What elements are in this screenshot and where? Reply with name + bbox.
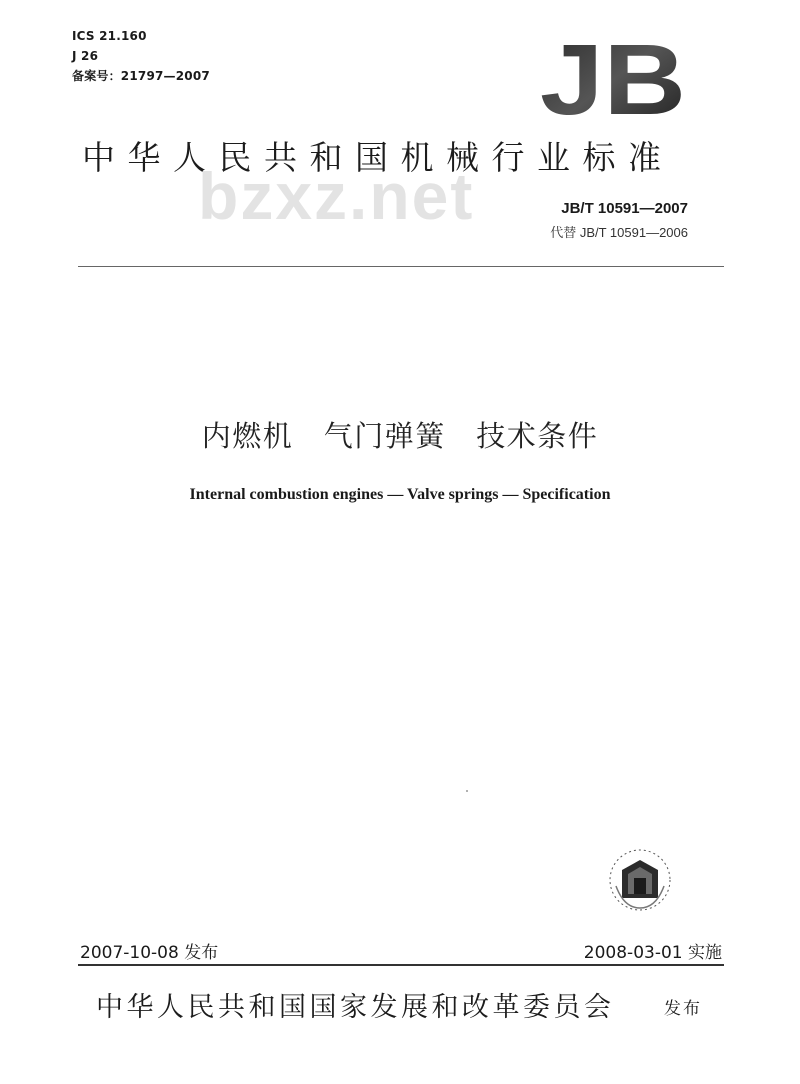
speck [466,790,468,792]
document-title-chinese: 内燃机 气门弹簧 技术条件 [201,419,599,453]
replaces-standard: 代替 JB/T 10591—2006 [550,225,688,240]
standard-meta-block [72,26,210,86]
standard-number: JB/T 10591—2007 [561,200,688,217]
header-divider [78,266,724,267]
jb-logo-text: JB [540,34,686,124]
watermark: bzxz.net [198,159,475,233]
classification-code: J 26 [72,49,99,63]
jb-logo [538,34,688,124]
issuing-label: 发布 [664,999,702,1019]
standard-category-heading: 中华人民共和国机械行业标准 [82,138,674,177]
implementation-date: 2008-03-01 实施 [583,943,722,963]
issuing-authority: 中华人民共和国国家发展和改革委员会 [96,992,615,1023]
ics-code: ICS 21.160 [72,29,147,43]
issue-date: 2007-10-08 发布 [80,943,219,963]
footer-divider [78,964,724,966]
filing-number: 备案号：21797—2007 [72,69,210,83]
publisher-seal-icon [604,846,676,912]
document-title-english: Internal combustion engines — Valve springs — Specification [189,486,611,503]
